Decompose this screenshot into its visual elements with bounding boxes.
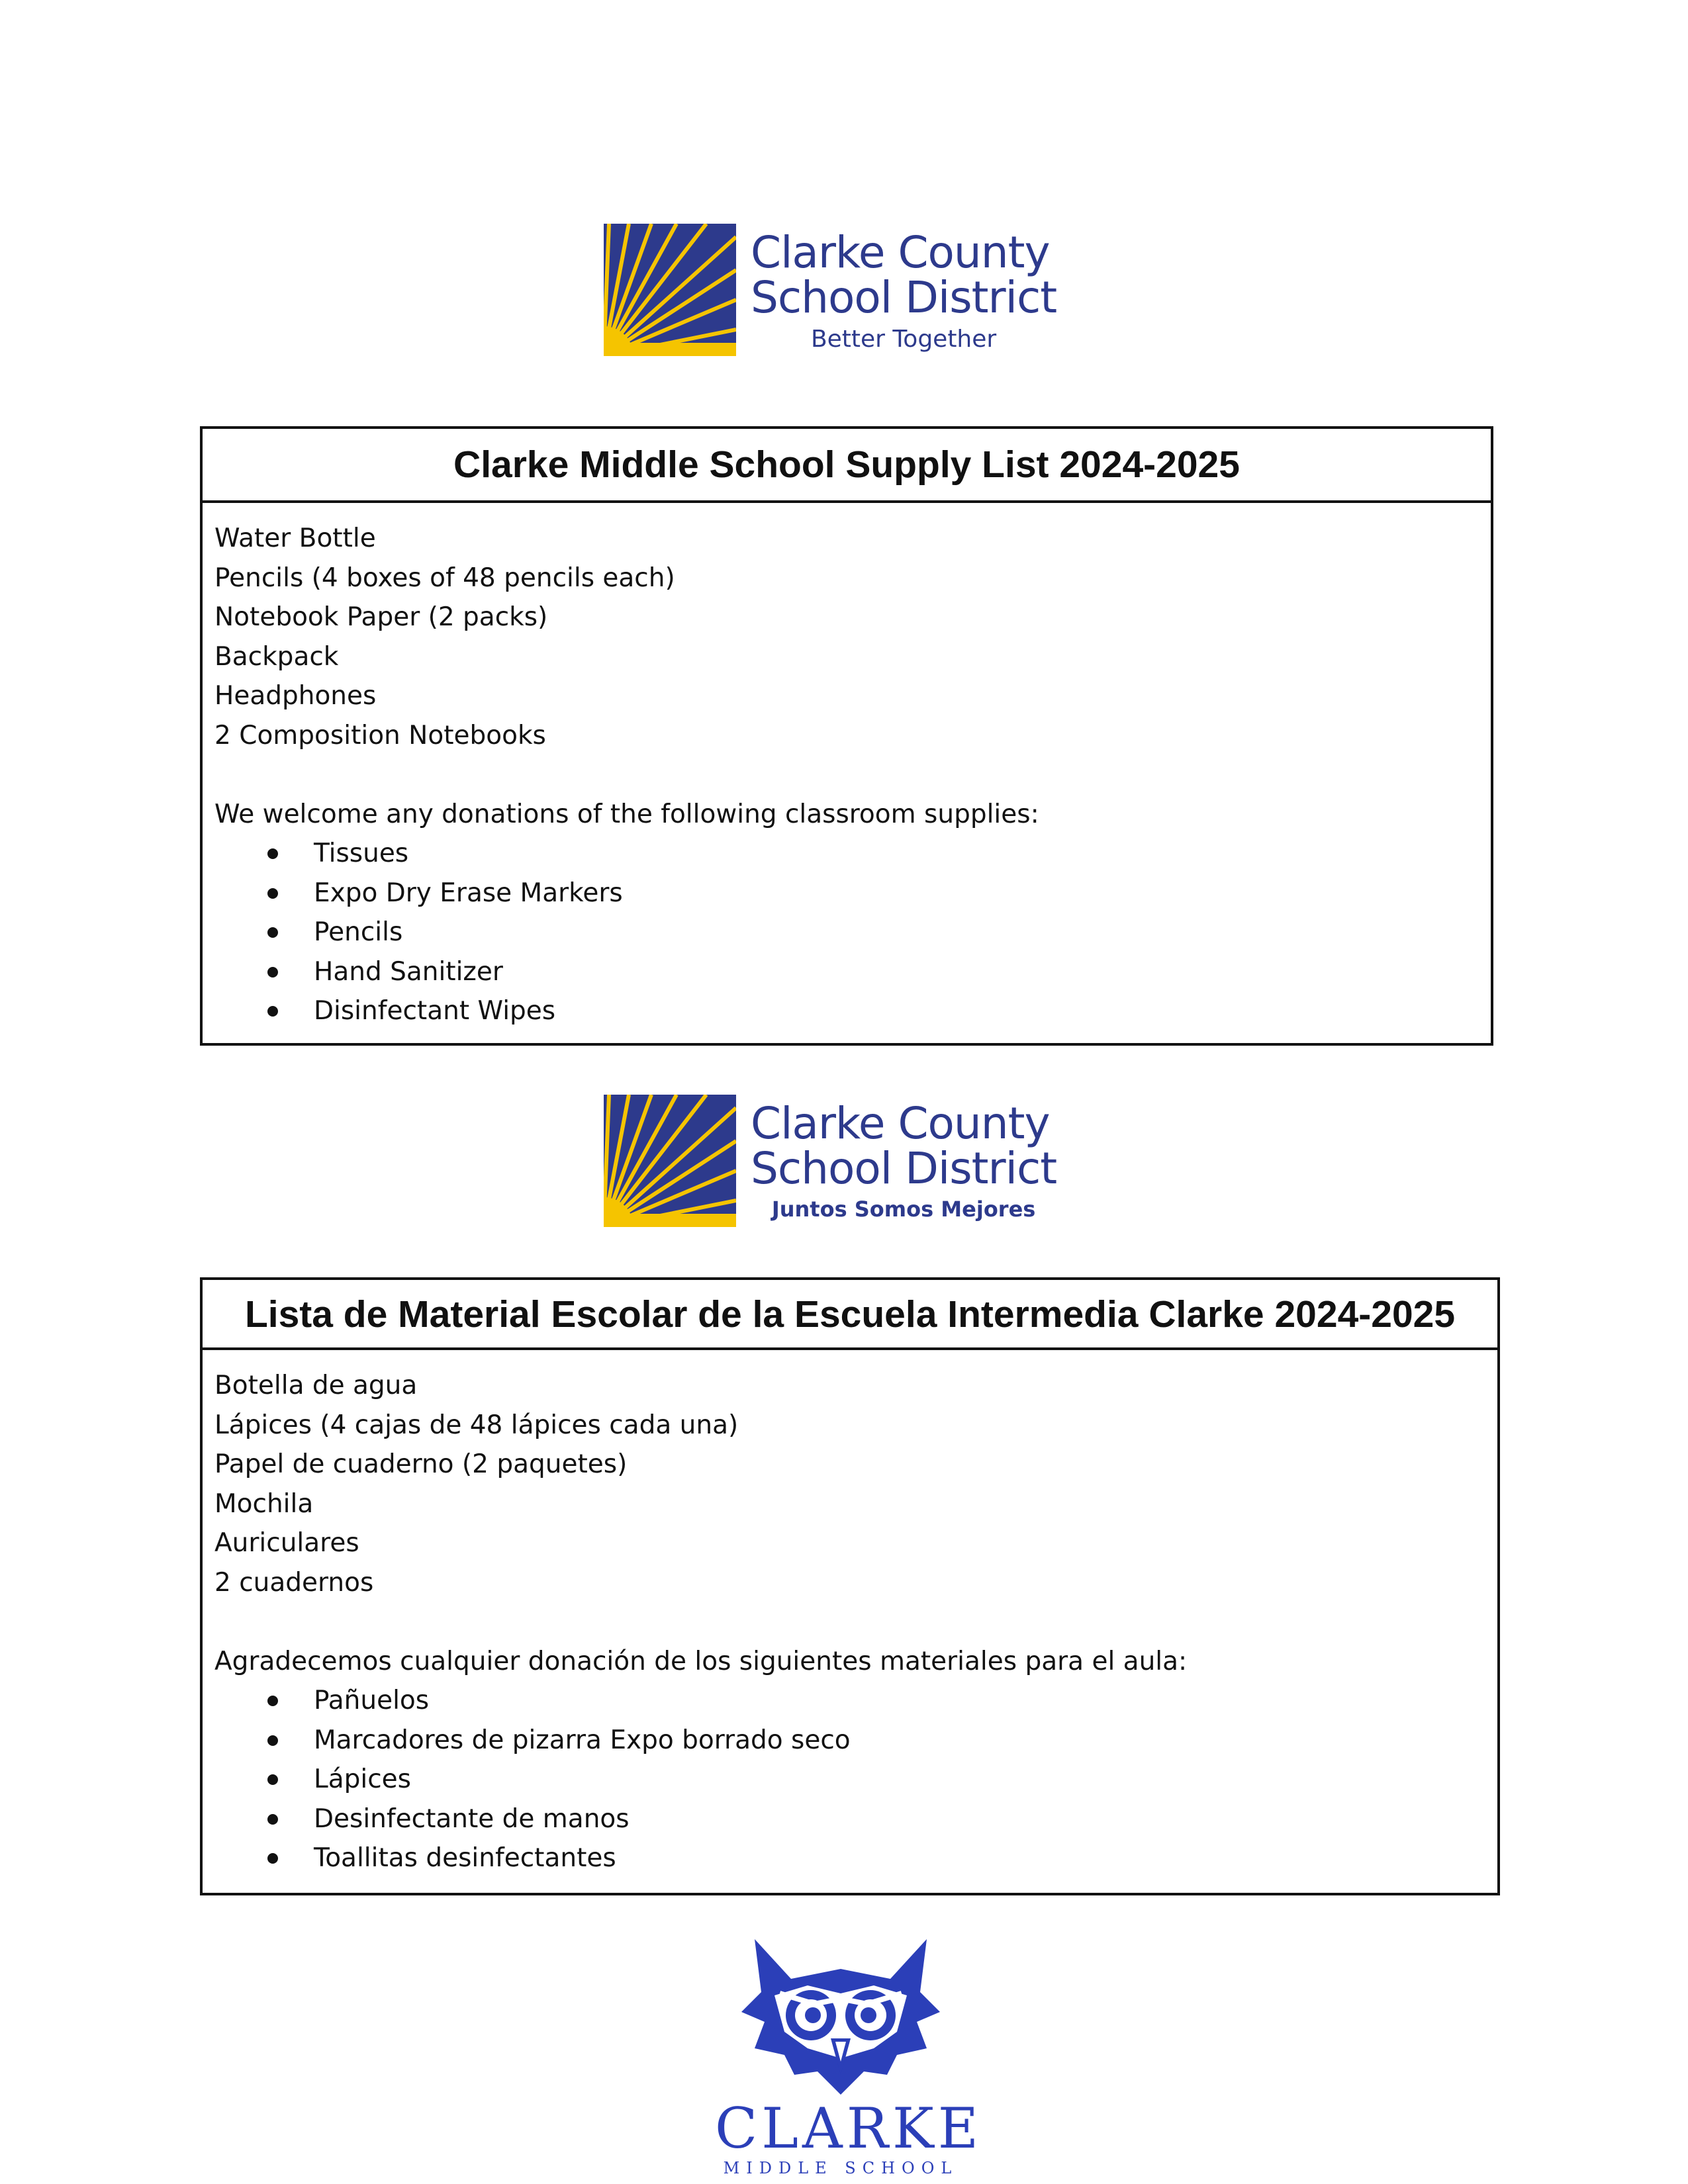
donation-item: Lápices	[214, 1760, 1497, 1799]
donation-item: Desinfectante de manos	[214, 1799, 1497, 1839]
donation-item: Disinfectant Wipes	[214, 991, 1491, 1031]
list-item: Notebook Paper (2 packs)	[214, 602, 548, 632]
english-title: Clarke Middle School Supply List 2024-2025	[203, 429, 1491, 503]
donation-item: Pencils	[214, 913, 1491, 952]
list-item: Pencils (4 boxes of 48 pencils each)	[214, 563, 675, 593]
list-item: Mochila	[214, 1488, 314, 1519]
list-item: Auriculares	[214, 1528, 359, 1558]
list-item: Water Bottle	[214, 523, 376, 553]
logo-line1: Clarke County	[751, 227, 1050, 278]
donations-intro: We welcome any donations of the following classroom supplies:	[214, 799, 1039, 829]
donation-item: Toallitas desinfectantes	[214, 1839, 1497, 1878]
sunburst-icon	[604, 1095, 736, 1227]
spanish-title: Lista de Material Escolar de la Escuela Intermedia Clarke 2024-2025	[203, 1280, 1497, 1350]
sunburst-icon	[604, 224, 736, 356]
logo-line1: Clarke County	[751, 1098, 1050, 1149]
donation-item: Expo Dry Erase Markers	[214, 874, 1491, 913]
list-item: Lápices (4 cajas de 48 lápices cada una)	[214, 1410, 739, 1440]
list-item: Headphones	[214, 681, 377, 711]
school-logo	[715, 1933, 983, 2177]
donations-list	[214, 834, 1491, 1031]
logo-tagline: Juntos Somos Mejores	[771, 1197, 1036, 1222]
donations-intro: Agradecemos cualquier donación de los siguientes materiales para el aula:	[214, 1646, 1188, 1676]
district-logo-spanish	[604, 1095, 1056, 1227]
donation-item: Marcadores de pizarra Expo borrado seco	[214, 1721, 1497, 1760]
spanish-supply-list	[200, 1277, 1500, 1895]
owl-icon	[728, 1933, 953, 2098]
donation-item: Hand Sanitizer	[214, 952, 1491, 992]
list-item: Papel de cuaderno (2 paquetes)	[214, 1449, 628, 1479]
list-item: Backpack	[214, 641, 339, 672]
logo-tagline: Better Together	[810, 326, 997, 353]
district-logo-english	[604, 224, 1056, 356]
list-item: 2 Composition Notebooks	[214, 720, 546, 751]
logo-line2: School District	[751, 272, 1057, 323]
school-subtitle: MIDDLE SCHOOL	[723, 2159, 959, 2177]
school-name: CLARKE	[715, 2096, 983, 2161]
logo-line2: School District	[751, 1143, 1057, 1194]
list-item: 2 cuadernos	[214, 1567, 374, 1598]
donation-item: Pañuelos	[214, 1681, 1497, 1721]
english-supply-list	[200, 426, 1493, 1046]
donations-list	[214, 1681, 1497, 1878]
donation-item: Tissues	[214, 834, 1491, 874]
list-item: Botella de agua	[214, 1371, 418, 1400]
